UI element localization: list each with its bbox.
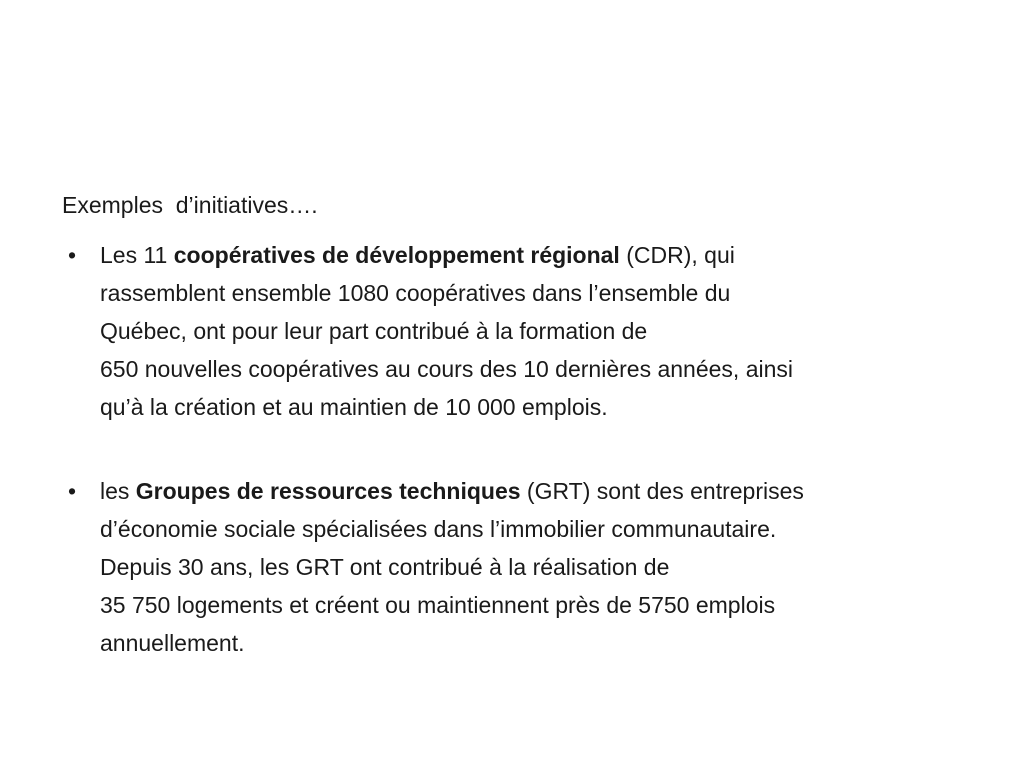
bullet-line <box>100 236 970 274</box>
line-prefix: Les 11 <box>100 242 174 268</box>
line-prefix: les <box>100 478 136 504</box>
bullet-icon: • <box>67 478 77 504</box>
bullet-line: annuellement. <box>100 630 245 656</box>
bullet-item-cdr <box>67 236 970 426</box>
slide-heading: Exemples d’initiatives…. <box>62 192 318 218</box>
bullet-list-cdr <box>67 236 970 426</box>
bullet-line: 35 750 logements et créent ou maintiennent près de 5750 emplois <box>100 592 776 618</box>
line-suffix: (CDR), qui <box>619 242 735 268</box>
bullet-icon: • <box>67 242 77 268</box>
bullet-list-grt <box>67 472 970 662</box>
bullet-line <box>100 472 970 510</box>
bullet-item-grt <box>67 472 970 662</box>
line-suffix: (GRT) sont des entreprises <box>520 478 804 504</box>
bold-term-cdr: coopératives de développement régional <box>173 242 620 268</box>
bullet-line: Depuis 30 ans, les GRT ont contribué à la réalisation de <box>100 554 670 580</box>
bullet-line: Québec, ont pour leur part contribué à la formation de <box>100 318 648 344</box>
bullet-line: 650 nouvelles coopératives au cours des 10 dernières années, ainsi <box>100 356 793 382</box>
bullet-line: d’économie sociale spécialisées dans l’immobilier communautaire. <box>100 516 777 542</box>
bullet-line: qu’à la création et au maintien de 10 000 emplois. <box>100 394 608 420</box>
bold-term-grt: Groupes de ressources techniques <box>135 478 521 504</box>
bullet-line: rassemblent ensemble 1080 coopératives dans l’ensemble du <box>100 280 731 306</box>
